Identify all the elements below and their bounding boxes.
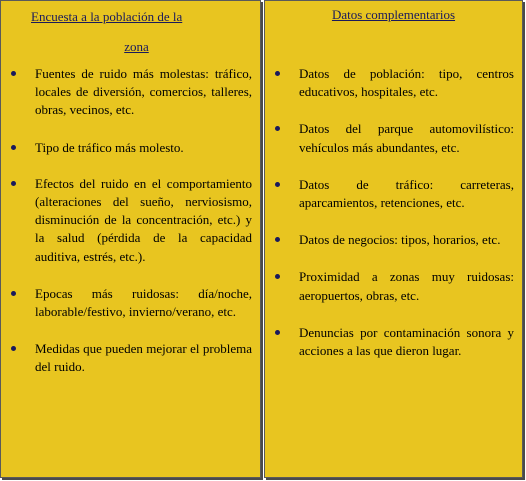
list-item xyxy=(9,340,252,376)
list-item-text: Datos de tráfico: carreteras, aparcamientos, retenciones, etc. xyxy=(299,176,514,211)
list-item xyxy=(273,120,514,156)
list-item-text: Tipo de tráfico más molesto. xyxy=(35,139,184,155)
list-item-text: Efectos del ruido en el comportamiento (alteraciones del sueño, nerviosismo, disminución de la concentración, etc.) y la salud (pérdida de la capacidad auditiva, estrés, etc.). xyxy=(35,175,252,264)
survey-panel-title xyxy=(31,2,254,62)
list-item xyxy=(9,285,252,321)
list-item xyxy=(9,175,252,266)
list-item xyxy=(273,231,514,249)
list-item-text: Datos de negocios: tipos, horarios, etc. xyxy=(299,232,501,248)
bullet-icon xyxy=(275,126,280,131)
bullet-icon xyxy=(275,274,280,279)
list-item xyxy=(273,176,514,212)
complementary-item-list xyxy=(273,65,514,360)
bullet-icon xyxy=(11,346,16,351)
complementary-data-panel xyxy=(264,0,523,478)
list-item xyxy=(273,324,514,360)
list-item-text: Fuentes de ruido más molestas: tráfico, locales de diversión, comercios, talleres, obras, vecinos, etc. xyxy=(35,66,252,118)
list-item xyxy=(9,139,252,157)
bullet-icon xyxy=(11,181,16,186)
bullet-icon xyxy=(275,71,280,76)
survey-panel xyxy=(0,0,261,478)
list-item-text: Denuncias por contaminación sonora y acciones a las que dieron lugar. xyxy=(299,324,514,359)
survey-title-line-1: Encuesta a la población de la xyxy=(31,9,183,24)
complementary-panel-title: Datos complementarios xyxy=(331,7,456,22)
list-item xyxy=(9,65,252,120)
bullet-icon xyxy=(11,145,16,150)
survey-item-list xyxy=(9,65,252,377)
bullet-icon xyxy=(11,291,16,296)
list-item-text: Datos del parque automovilístico: vehículos más abundantes, etc. xyxy=(299,121,514,155)
bullet-icon xyxy=(275,182,280,187)
survey-title-line-2: zona xyxy=(124,39,149,54)
list-item-text: Medidas que pueden mejorar el problema del ruido. xyxy=(35,341,252,375)
list-item-text: Epocas más ruidosas: día/noche, laborable/festivo, invierno/verano, etc. xyxy=(35,285,252,320)
list-item xyxy=(273,268,514,304)
list-item-text: Proximidad a zonas muy ruidosas: aeropuertos, obras, etc. xyxy=(299,269,514,303)
bullet-icon xyxy=(275,330,280,335)
list-item-text: Datos de población: tipo, centros educativos, hospitales, etc. xyxy=(299,66,514,100)
bullet-icon xyxy=(11,71,16,76)
bullet-icon xyxy=(275,237,280,242)
list-item xyxy=(273,65,514,101)
